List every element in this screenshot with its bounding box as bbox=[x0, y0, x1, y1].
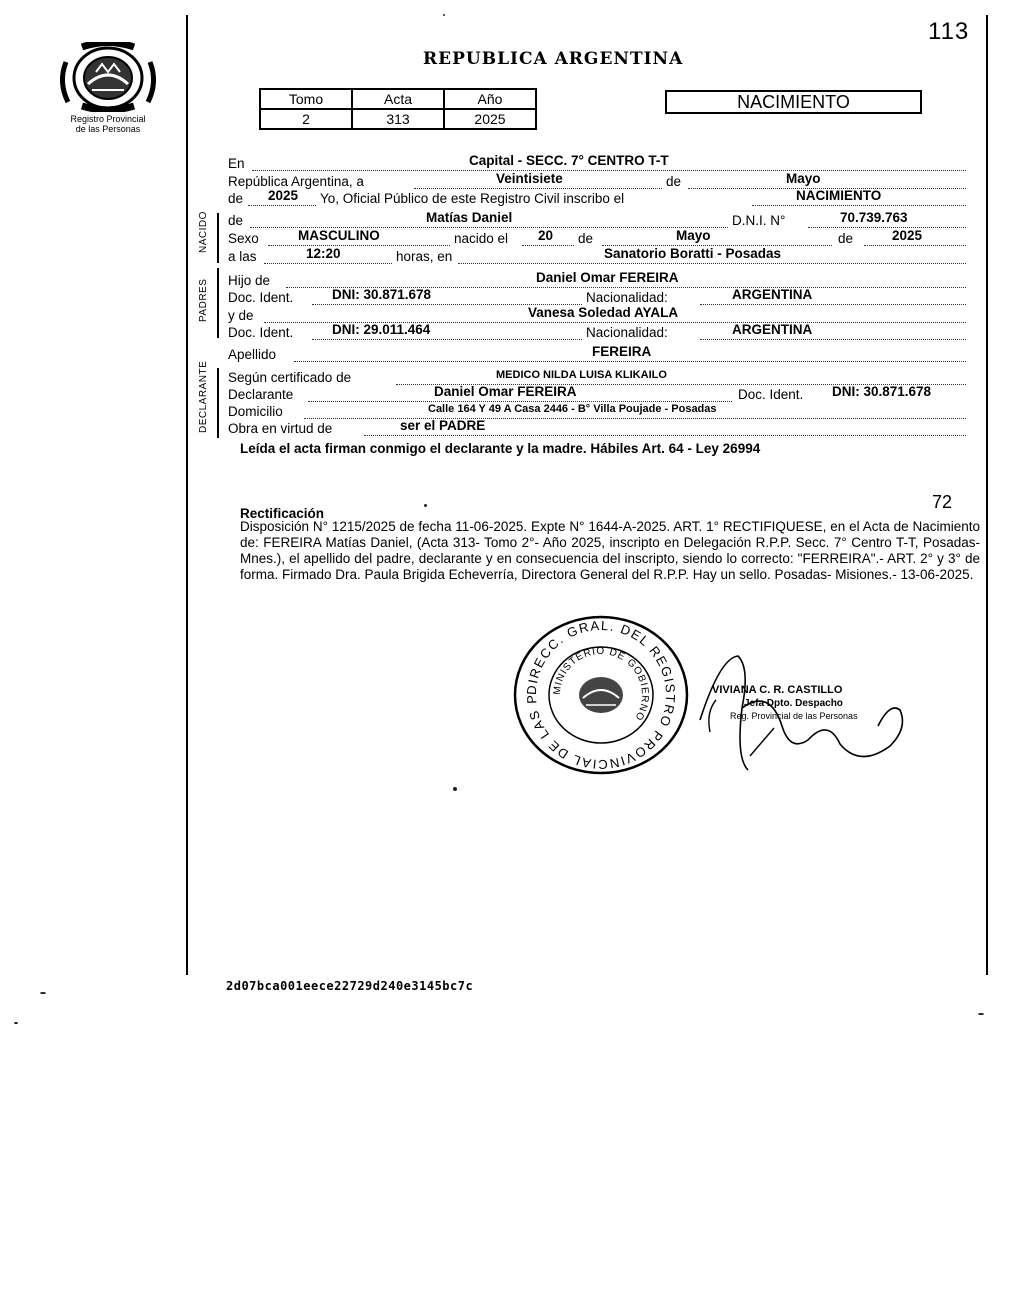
row-apellido bbox=[228, 346, 966, 364]
signature-stamp bbox=[712, 684, 858, 723]
apellido-value: FEREIRA bbox=[592, 344, 652, 359]
de-label: de bbox=[666, 174, 682, 189]
page-number: 113 bbox=[928, 18, 970, 45]
dotted-leader bbox=[522, 245, 574, 246]
row-madre-doc bbox=[228, 324, 966, 342]
official-seal bbox=[508, 612, 694, 778]
a-las-label: a las bbox=[228, 249, 257, 264]
rectificacion-body: Disposición N° 1215/2025 de fecha 11-06-2025. Expte N° 1644-A-2025. ART. 1° RECTIFIQUESE, en el Acta de Nacimiento de: FEREIRA Matías Daniel, (Acta 313- Tomo 2°- Año 2025, inscripto en Delegación R.P.P. Secc. 7° Centro T-T, Posadas- Mnes.), el apellido del padre, declarante y en consecuencia del inscripto, siendo lo correcto: "FERREIRA".- ART. 2° y 3° de forma. Firmado Dra. Paula Brigida Echeverría, Directora General del R.P.P. Hay un sello. Posadas- Misiones.- 13-06-2025. bbox=[240, 519, 980, 582]
stamp-line-title: Jefa Dpto. Despacho bbox=[744, 698, 843, 709]
y-de-label: y de bbox=[228, 308, 254, 323]
rectificacion-number: 72 bbox=[932, 492, 953, 512]
mes-value: Mayo bbox=[786, 171, 821, 186]
dotted-leader bbox=[308, 401, 732, 402]
declarante-label: Declarante bbox=[228, 387, 294, 402]
nacionalidad2-label: Nacionalidad: bbox=[586, 325, 668, 340]
domicilio-value: Calle 164 Y 49 A Casa 2446 - B° Villa Poujade - Posadas bbox=[428, 403, 717, 415]
dni-value: 70.739.763 bbox=[840, 210, 908, 225]
dotted-leader bbox=[808, 227, 966, 228]
section-label-nacido: NACIDO bbox=[198, 211, 209, 253]
page-title: REPUBLICA ARGENTINA bbox=[423, 49, 684, 69]
hijo-de-label: Hijo de bbox=[228, 273, 271, 288]
doc-ident3-label: Doc. Ident. bbox=[738, 387, 804, 402]
dotted-leader bbox=[864, 245, 966, 246]
horas-en-label: horas, en bbox=[396, 249, 453, 264]
nacido-el-label: nacido el bbox=[454, 231, 509, 246]
row-en bbox=[228, 155, 966, 173]
row-domicilio bbox=[228, 403, 966, 421]
doc-type-box: NACIMIENTO bbox=[665, 90, 922, 114]
dotted-leader bbox=[248, 205, 316, 206]
logo-caption bbox=[48, 114, 168, 134]
anio-value: 2025 bbox=[268, 188, 299, 203]
certificado-label: Según certificado de bbox=[228, 370, 352, 385]
registry-value-tomo: 2 bbox=[260, 109, 352, 129]
dotted-leader bbox=[294, 361, 966, 362]
dotted-leader bbox=[700, 304, 966, 305]
seal-inner-text: MINISTERIO DE GOBIERNO bbox=[551, 645, 651, 723]
registry-table-header-row bbox=[260, 89, 536, 109]
scan-speck bbox=[14, 1022, 18, 1024]
row-declarante bbox=[228, 386, 966, 404]
de4-label: de bbox=[578, 231, 594, 246]
logo-caption-line2: de las Personas bbox=[75, 124, 141, 134]
right-margin-line bbox=[986, 15, 988, 975]
certificado-value: MEDICO NILDA LUISA KLIKAILO bbox=[496, 369, 667, 381]
scan-speck bbox=[424, 504, 427, 507]
registry-header-anio: Año bbox=[444, 89, 536, 109]
dotted-leader bbox=[700, 339, 966, 340]
dotted-leader bbox=[364, 435, 966, 436]
left-margin-line bbox=[186, 15, 188, 975]
tipo-value: NACIMIENTO bbox=[796, 188, 882, 203]
obra-value: ser el PADRE bbox=[400, 418, 486, 433]
seal-outer-text: DIRECC. GRAL. DEL REGISTRO PROVINCIAL DE LAS P bbox=[523, 617, 679, 773]
apellido-label: Apellido bbox=[228, 347, 277, 362]
nacionalidad-label: Nacionalidad: bbox=[586, 290, 668, 305]
dotted-leader bbox=[264, 263, 392, 264]
nacido-section-bar bbox=[217, 213, 219, 263]
doc-ident2-label: Doc. Ident. bbox=[228, 325, 294, 340]
dotted-leader bbox=[752, 205, 966, 206]
logo-caption-line1: Registro Provincial bbox=[70, 114, 146, 124]
nombre-value: Matías Daniel bbox=[426, 210, 513, 225]
registry-table-value-row bbox=[260, 109, 536, 129]
sexo-label: Sexo bbox=[228, 231, 259, 246]
registry-header-tomo: Tomo bbox=[260, 89, 352, 109]
en-label: En bbox=[228, 156, 245, 171]
nac-dia-value: 20 bbox=[538, 228, 554, 243]
nac-anio-value: 2025 bbox=[892, 228, 923, 243]
dotted-leader bbox=[312, 339, 582, 340]
closing-note: Leída el acta firman conmigo el declarante y la madre. Hábiles Art. 64 - Ley 26994 bbox=[240, 441, 761, 456]
dotted-leader bbox=[252, 170, 966, 171]
row-obra bbox=[228, 420, 966, 438]
dotted-leader bbox=[458, 263, 966, 264]
dotted-leader bbox=[268, 245, 450, 246]
declarante-section-bar bbox=[217, 368, 219, 438]
padre-doc-value: DNI: 30.871.678 bbox=[332, 287, 432, 302]
padre-nac-value: ARGENTINA bbox=[732, 287, 813, 302]
de3-label: de bbox=[228, 213, 244, 228]
section-label-padres: PADRES bbox=[198, 278, 209, 322]
sexo-value: MASCULINO bbox=[298, 228, 380, 243]
dotted-leader bbox=[414, 188, 662, 189]
doc-ident-label: Doc. Ident. bbox=[228, 290, 294, 305]
declarante-value: Daniel Omar FEREIRA bbox=[434, 384, 577, 399]
declarante-doc-value: DNI: 30.871.678 bbox=[832, 384, 932, 399]
padres-section-bar bbox=[217, 268, 219, 338]
obra-label: Obra en virtud de bbox=[228, 421, 333, 436]
province-logo bbox=[52, 42, 164, 112]
nac-mes-value: Mayo bbox=[676, 228, 711, 243]
dni-label: D.N.I. N° bbox=[732, 213, 786, 228]
en-value: Capital - SECC. 7° CENTRO T-T bbox=[469, 153, 669, 168]
row-hora bbox=[228, 248, 966, 266]
scan-speck bbox=[443, 14, 445, 16]
scan-speck bbox=[40, 992, 46, 994]
stamp-line-name: VIVIANA C. R. CASTILLO bbox=[712, 684, 843, 696]
section-label-declarante: DECLARANTE bbox=[198, 360, 209, 433]
misiones-coat-of-arms-icon bbox=[52, 42, 164, 112]
row-inscripcion bbox=[228, 190, 966, 208]
de2-label: de bbox=[228, 191, 244, 206]
de5-label: de bbox=[838, 231, 854, 246]
registry-header-acta: Acta bbox=[352, 89, 444, 109]
padre-value: Daniel Omar FEREIRA bbox=[536, 270, 679, 285]
republica-label: República Argentina, a bbox=[228, 174, 364, 189]
registry-table bbox=[259, 88, 537, 130]
yo-label: Yo, Oficial Público de este Registro Civil inscribo el bbox=[320, 191, 625, 206]
domicilio-label: Domicilio bbox=[228, 404, 283, 419]
hora-value: 12:20 bbox=[306, 246, 341, 261]
registry-value-acta: 313 bbox=[352, 109, 444, 129]
lugar-value: Sanatorio Boratti - Posadas bbox=[604, 246, 782, 261]
rectificacion-title: Rectificación bbox=[240, 506, 325, 521]
scan-speck bbox=[978, 1013, 984, 1015]
document-hash: 2d07bca001eece22729d240e3145bc7c bbox=[226, 979, 474, 993]
scan-speck bbox=[453, 787, 457, 791]
stamp-line-office: Reg. Provincial de las Personas bbox=[730, 711, 858, 721]
registry-value-anio: 2025 bbox=[444, 109, 536, 129]
madre-value: Vanesa Soledad AYALA bbox=[528, 305, 679, 320]
official-seal-icon bbox=[508, 612, 694, 778]
dia-value: Veintisiete bbox=[496, 171, 563, 186]
madre-nac-value: ARGENTINA bbox=[732, 322, 813, 337]
madre-doc-value: DNI: 29.011.464 bbox=[332, 322, 431, 337]
